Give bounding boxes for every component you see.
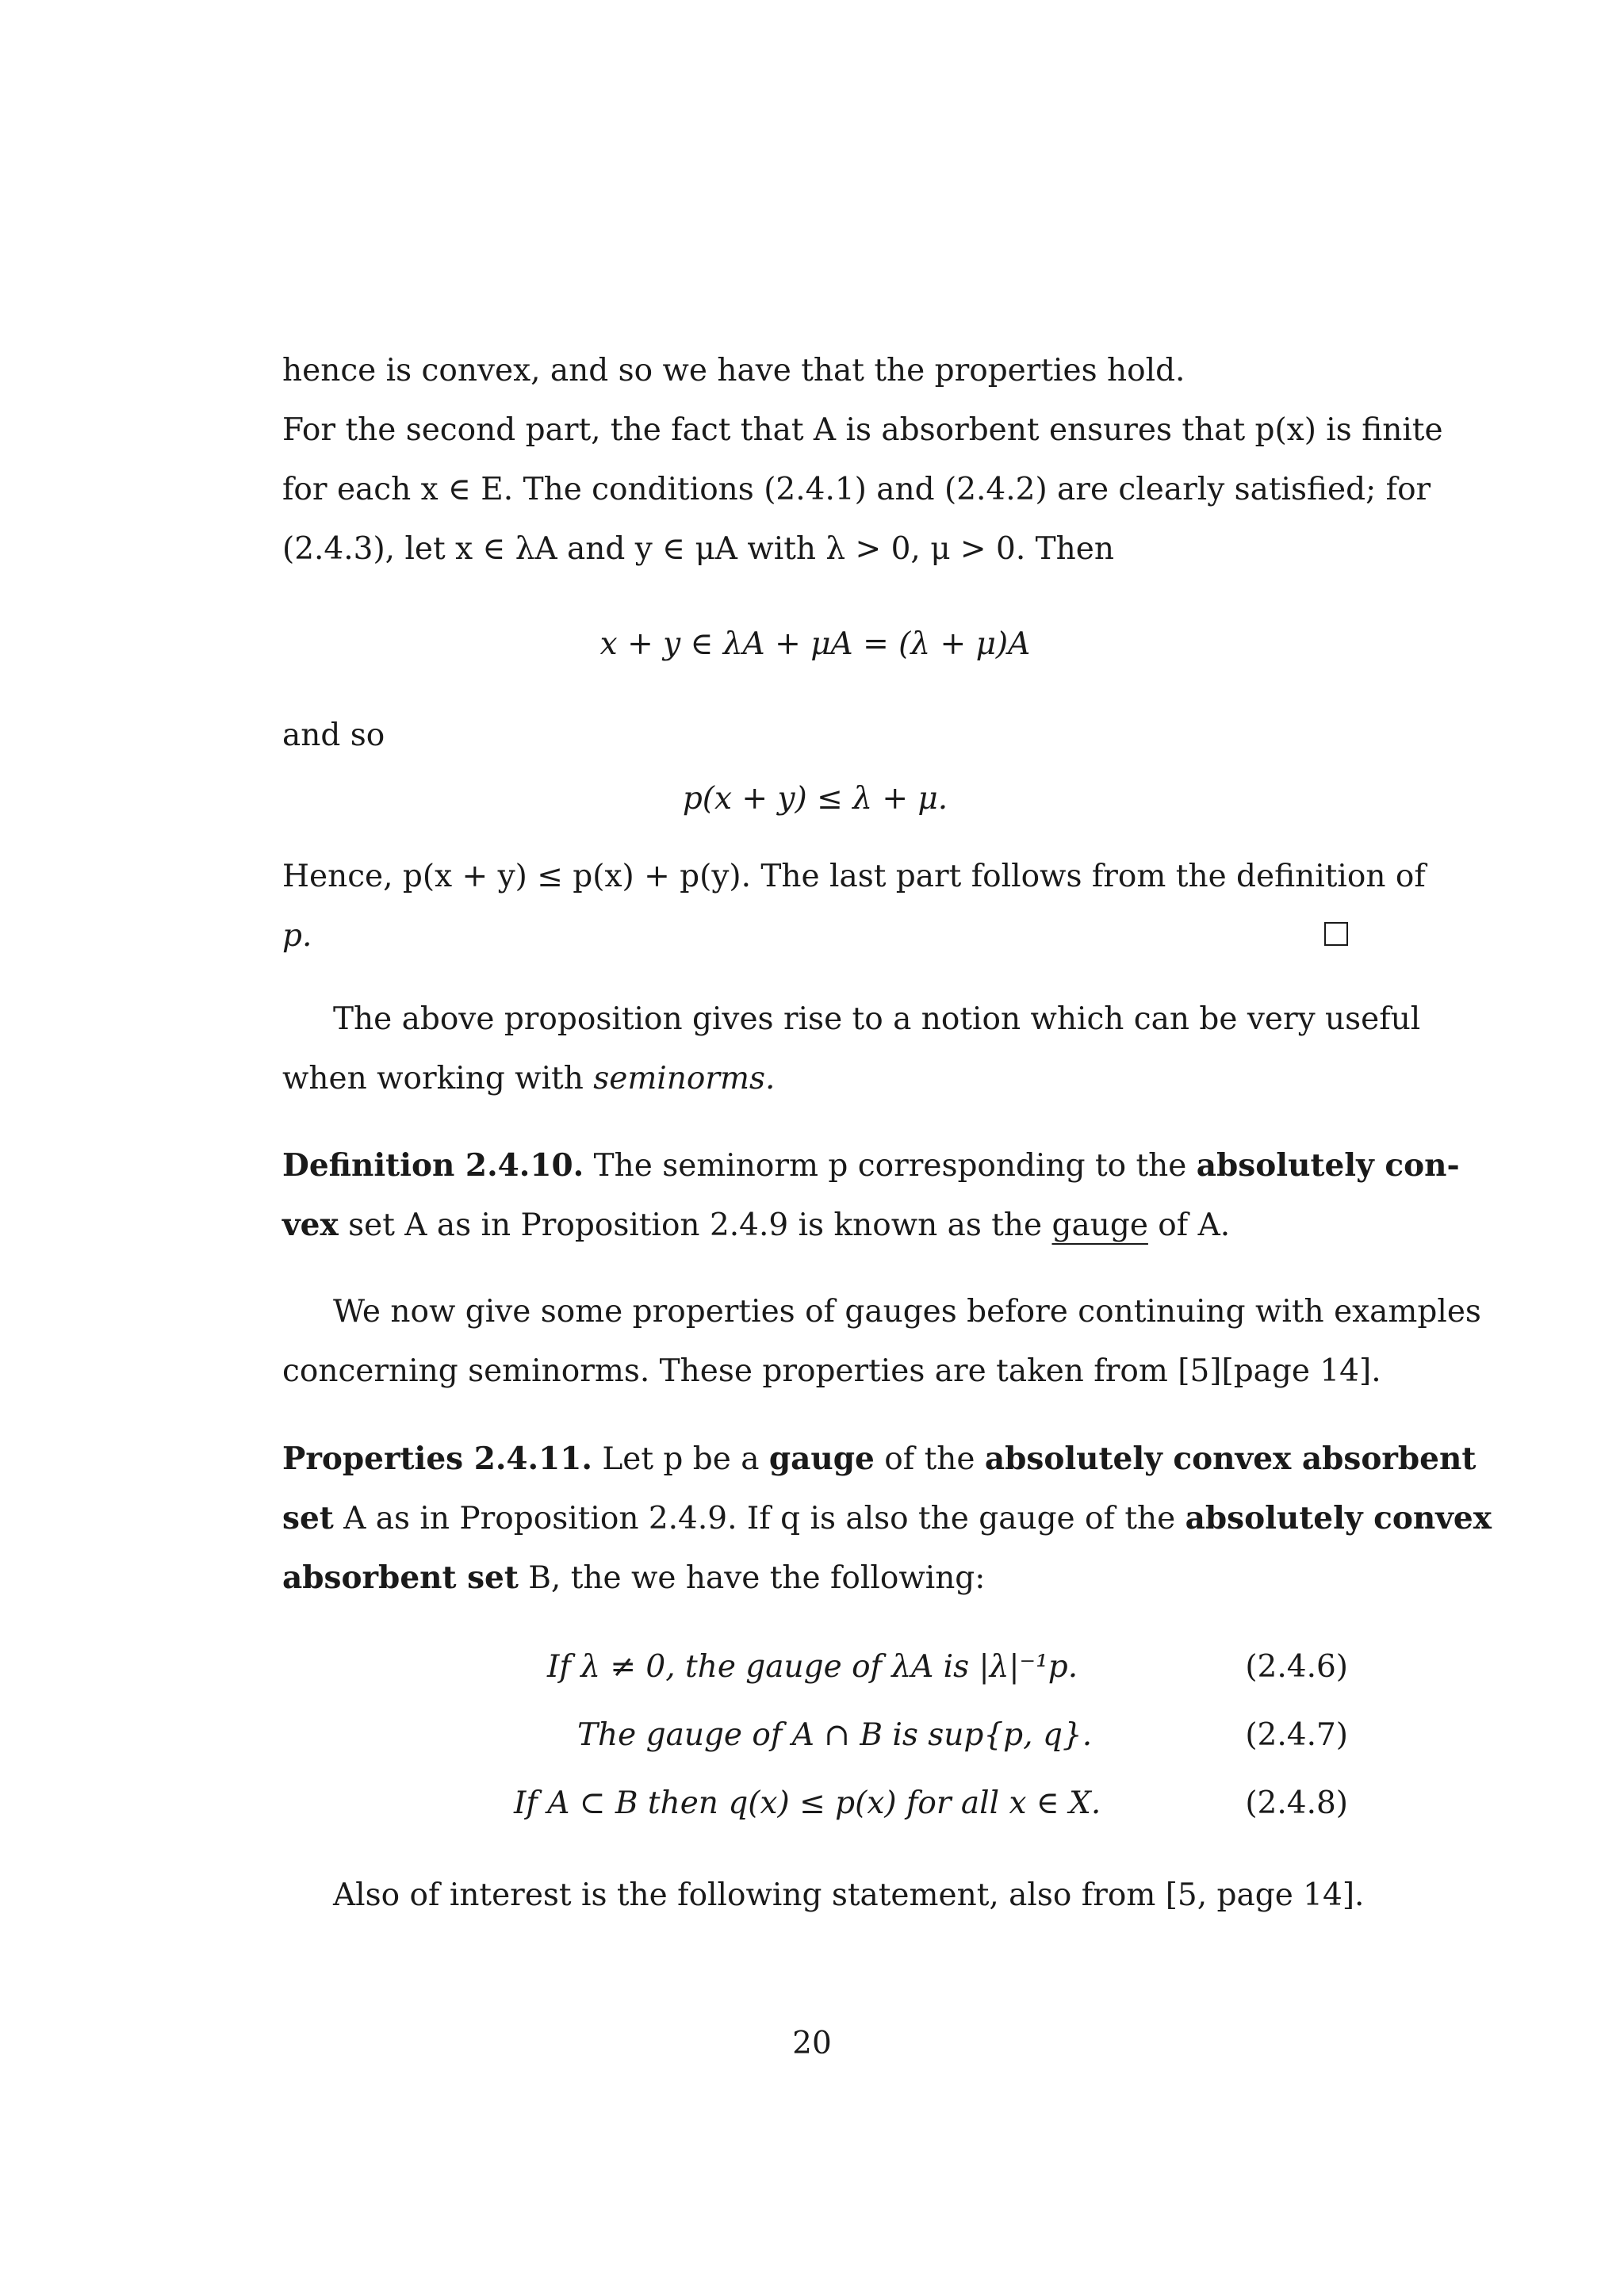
bold-term: absorbent set [282, 1559, 519, 1596]
text-line: (2.4.3), let x ∈ λA and y ∈ μA with λ > 0, μ > 0. Then [282, 531, 1114, 567]
properties-line [282, 1559, 1348, 1596]
bold-term: gauge [768, 1441, 875, 1477]
properties-label: Properties 2.4.11. [282, 1441, 592, 1477]
properties-line [282, 1441, 1477, 1477]
text-line [282, 1061, 1348, 1096]
bold-term: set [282, 1500, 334, 1536]
text-line: for each x ∈ E. The conditions (2.4.1) and (2.4.2) are clearly satisfied; for [282, 472, 1431, 507]
text-line: hence is convex, and so we have that the properties hold. [282, 353, 1185, 388]
equation-text: If λ ≠ 0, the gauge of λA is |λ|⁻¹p. [547, 1649, 1078, 1685]
definition-label: Definition 2.4.10. [282, 1147, 584, 1184]
text-line: Also of interest is the following statement, also from [5, page 14]. [333, 1877, 1365, 1913]
equation-number: (2.4.7) [1245, 1717, 1348, 1753]
text-line: Hence, p(x + y) ≤ p(x) + p(y). The last part follows from the definition of [282, 859, 1426, 894]
text-span: The seminorm p corresponding to the [584, 1148, 1197, 1184]
text-span: Let p be a [592, 1441, 769, 1477]
properties-line [282, 1500, 1492, 1536]
display-equation: x + y ∈ λA + μA = (λ + μ)A [599, 626, 1031, 662]
equation-number: (2.4.8) [1245, 1785, 1348, 1821]
bold-term: absolutely convex [1185, 1500, 1492, 1536]
qed-box-icon [1324, 922, 1348, 946]
text-span: of the [874, 1441, 985, 1477]
equation-text: If A ⊂ B then q(x) ≤ p(x) for all x ∈ X. [514, 1785, 1101, 1821]
text-line: We now give some properties of gauges before continuing with examples [333, 1294, 1481, 1330]
bold-term: vex [282, 1207, 339, 1243]
equation-number: (2.4.6) [1245, 1649, 1348, 1685]
emphasis-seminorms: seminorms. [593, 1061, 776, 1096]
text-line: concerning seminorms. These properties are taken from [5][page 14]. [282, 1353, 1381, 1389]
text-span: set A as in Proposition 2.4.9 is known as the [338, 1207, 1052, 1243]
text-span: B, the we have the following: [518, 1560, 986, 1596]
text-span: when working with [282, 1061, 594, 1096]
text-line: For the second part, the fact that A is absorbent ensures that p(x) is finite [282, 412, 1443, 448]
underlined-term-gauge: gauge [1051, 1207, 1148, 1243]
text-line: and so [282, 718, 385, 753]
text-span: of A. [1147, 1207, 1231, 1243]
text-span: A as in Proposition 2.4.9. If q is also the gauge of the [333, 1501, 1185, 1536]
equation-text: The gauge of A ∩ B is sup{p, q}. [577, 1717, 1093, 1753]
bold-term: absolutely con- [1196, 1147, 1460, 1184]
display-equation: p(x + y) ≤ λ + μ. [682, 781, 948, 817]
definition-line [282, 1147, 1460, 1184]
page-number: 20 [792, 2026, 832, 2061]
text-line: The above proposition gives rise to a notion which can be very useful [333, 1001, 1421, 1037]
bold-term: absolutely convex absorbent [984, 1441, 1477, 1477]
definition-line [282, 1207, 1348, 1243]
text-line: p. [282, 918, 312, 954]
